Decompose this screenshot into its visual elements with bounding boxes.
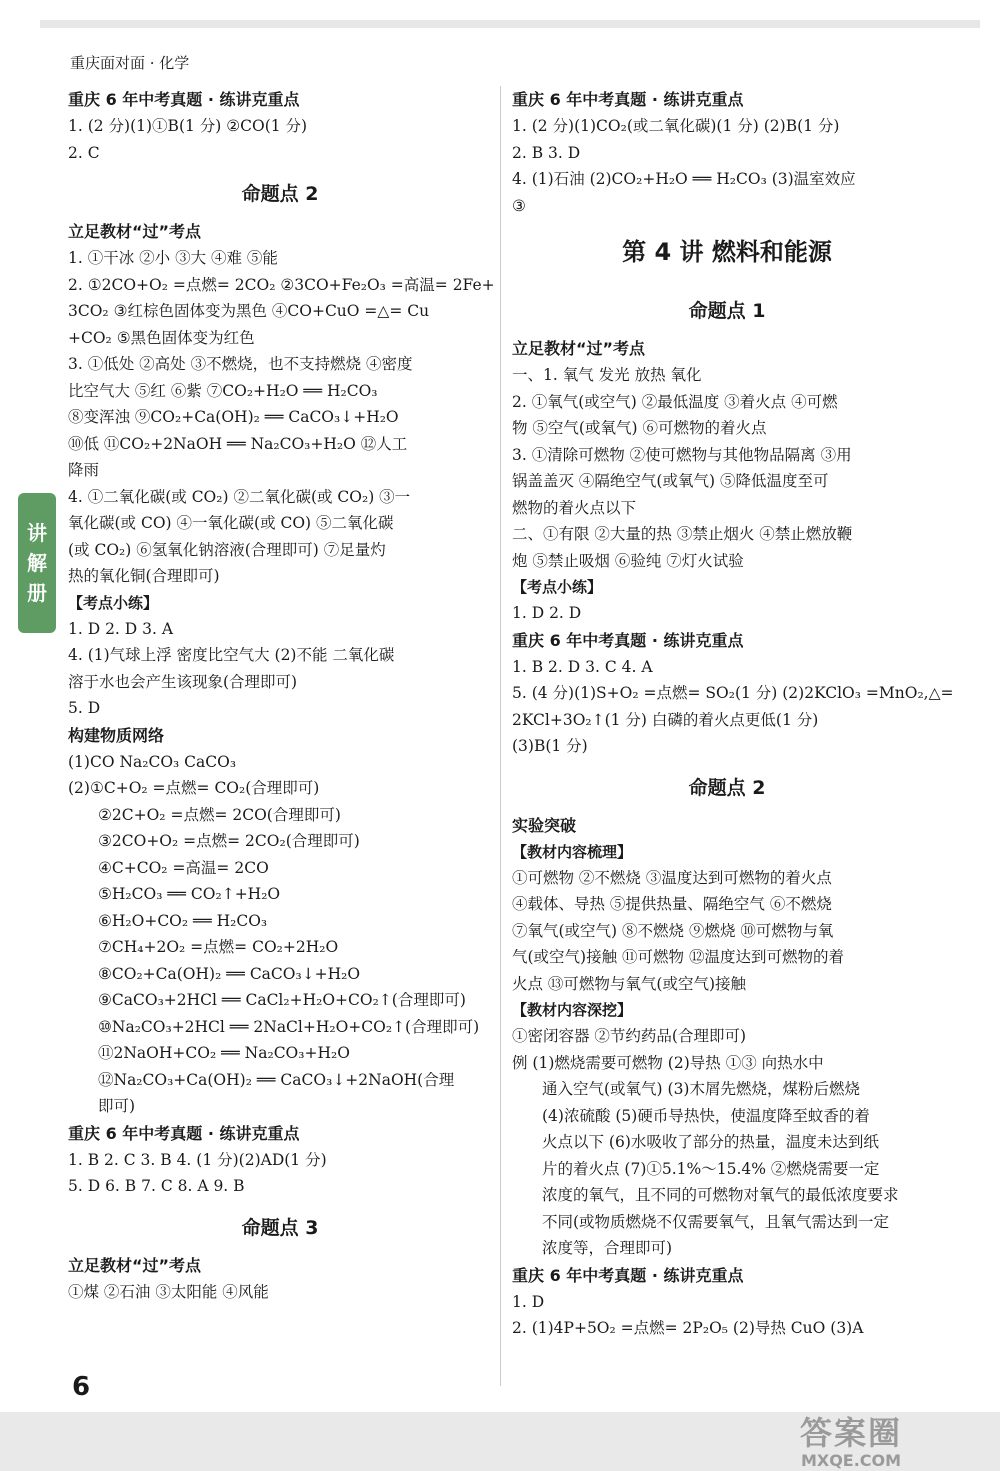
answer-line: 不同(或物质燃烧不仅需要氧气，且氧气需达到一定 bbox=[542, 1212, 890, 1231]
answer-line: 2KCl+3O₂↑(1 分) 白磷的着火点更低(1 分) bbox=[512, 710, 819, 729]
section-heading: 构建物质网络 bbox=[68, 725, 165, 745]
section-heading: 实验突破 bbox=[512, 815, 577, 835]
answer-line: 5. D 6. B 7. C 8. A 9. B bbox=[68, 1177, 245, 1195]
answer-line: 1. D 2. D 3. A bbox=[68, 619, 174, 638]
answer-line: 即可) bbox=[98, 1097, 136, 1115]
side-tab-char: 讲 bbox=[27, 521, 47, 545]
answer-line: 炮 ⑤禁止吸烟 ⑥验纯 ⑦灯火试验 bbox=[512, 551, 744, 570]
answer-line: ⑩Na₂CO₃+2HCl ══ 2NaCl+H₂O+CO₂↑(合理即可) bbox=[98, 1017, 480, 1036]
answer-line: 火点 ⑬可燃物与氧气(或空气)接触 bbox=[512, 974, 747, 993]
answer-line: ⑪2NaOH+CO₂ ══ Na₂CO₃+H₂O bbox=[98, 1044, 350, 1062]
answer-line: 1. (2 分)(1)①B(1 分) ②CO(1 分) bbox=[68, 117, 308, 135]
answer-line: ⑦氧气(或空气) ⑧不燃烧 ⑨燃烧 ⑩可燃物与氧 bbox=[512, 921, 834, 940]
watermark-cn: 答案圈 bbox=[800, 1414, 903, 1452]
answer-line: 1. (2 分)(1)CO₂(或二氧化碳)(1 分) (2)B(1 分) bbox=[512, 117, 840, 135]
answer-line: ①煤 ②石油 ③太阳能 ④风能 bbox=[68, 1282, 269, 1301]
answer-line: +CO₂ ⑤黑色固体变为红色 bbox=[68, 328, 255, 347]
answer-line: 2. ①氧气(或空气) ②最低温度 ③着火点 ④可燃 bbox=[512, 392, 838, 411]
answer-line: ⑨CaCO₃+2HCl ══ CaCl₂+H₂O+CO₂↑(合理即可) bbox=[98, 991, 466, 1009]
topic-heading: 命题点 2 bbox=[688, 776, 766, 799]
answer-line: 一、1. 氧气 发光 放热 氧化 bbox=[512, 366, 702, 384]
answer-line: 燃物的着火点以下 bbox=[512, 498, 637, 517]
section-heading: 立足教材“过”考点 bbox=[68, 222, 202, 241]
answer-line: 热的氧化铜(合理即可) bbox=[68, 567, 220, 585]
answer-line: ②2C+O₂ =点燃= 2CO(合理即可) bbox=[98, 805, 341, 824]
answer-line: 1. B 2. C 3. B 4. (1 分)(2)AD(1 分) bbox=[68, 1150, 327, 1169]
section-heading: 立足教材“过”考点 bbox=[68, 1255, 202, 1275]
answer-line: 5. D bbox=[68, 699, 101, 717]
answer-line: ①密闭容器 ②节约药品(合理即可) bbox=[512, 1027, 747, 1045]
side-tab bbox=[18, 493, 56, 633]
answer-line: 浓度等，合理即可) bbox=[542, 1239, 673, 1257]
side-tab-char: 册 bbox=[27, 581, 47, 605]
answer-line: ⑧变浑浊 ⑨CO₂+Ca(OH)₂ ══ CaCO₃↓+H₂O bbox=[68, 408, 399, 426]
side-tab-char: 解 bbox=[27, 551, 47, 575]
answer-line: 物 ⑤空气(或氧气) ⑥可燃物的着火点 bbox=[512, 419, 767, 437]
answer-line: ⑧CO₂+Ca(OH)₂ ══ CaCO₃↓+H₂O bbox=[98, 964, 361, 983]
answer-line: 4. (1)气球上浮 密度比空气大 (2)不能 二氧化碳 bbox=[68, 646, 395, 664]
answer-line: 比空气大 ⑤红 ⑥紫 ⑦CO₂+H₂O ══ H₂CO₃ bbox=[68, 381, 378, 400]
answer-line: 1. D bbox=[512, 1292, 545, 1311]
answer-line: (3)B(1 分) bbox=[512, 737, 588, 755]
bracket-label: 【考点小练】 bbox=[68, 593, 159, 612]
answer-line: 3CO₂ ③红棕色固体变为黑色 ④CO+CuO =△= Cu bbox=[68, 302, 430, 320]
answer-line: ③2CO+O₂ =点燃= 2CO₂(合理即可) bbox=[98, 832, 360, 850]
answer-line: 锅盖盖灭 ④隔绝空气(或氧气) ⑤降低温度至可 bbox=[512, 472, 829, 490]
page-header: 重庆面对面 · 化学 bbox=[70, 54, 190, 72]
answer-line: ⑥H₂O+CO₂ ══ H₂CO₃ bbox=[98, 911, 268, 930]
answer-line: ③ bbox=[512, 196, 526, 215]
answer-line: 二、①有限 ②大量的热 ③禁止烟火 ④禁止燃放鞭 bbox=[512, 525, 853, 543]
topic-heading: 命题点 2 bbox=[241, 183, 319, 205]
answer-line: 2. (1)4P+5O₂ =点燃= 2P₂O₅ (2)导热 CuO (3)A bbox=[512, 1319, 864, 1337]
answer-line: 例 (1)燃烧需要可燃物 (2)导热 ①③ 向热水中 bbox=[512, 1053, 824, 1072]
answer-line: 浓度的氧气，且不同的可燃物对氧气的最低浓度要求 bbox=[542, 1186, 899, 1204]
top-scan-band bbox=[40, 20, 980, 28]
answer-line: ⑩低 ⑪CO₂+2NaOH ══ Na₂CO₃+H₂O ⑫人工 bbox=[68, 434, 408, 453]
answer-line: 5. (4 分)(1)S+O₂ =点燃= SO₂(1 分) (2)2KClO₃ =MnO₂,△= bbox=[512, 684, 954, 702]
answer-line: 2. ①2CO+O₂ =点燃= 2CO₂ ②3CO+Fe₂O₃ =高温= 2Fe+ bbox=[68, 275, 495, 294]
section-heading: 重庆 6 年中考真题 · 练讲克重点 bbox=[512, 630, 744, 650]
bracket-label: 【教材内容梳理】 bbox=[512, 842, 633, 861]
chapter-title: 第 4 讲 燃料和能源 bbox=[622, 238, 832, 266]
left-column bbox=[68, 86, 495, 1305]
answer-line: 1. B 2. D 3. C 4. A bbox=[512, 657, 653, 676]
answer-line: ⑫Na₂CO₃+Ca(OH)₂ ══ CaCO₃↓+2NaOH(合理 bbox=[98, 1070, 455, 1089]
answer-line: ①可燃物 ②不燃烧 ③温度达到可燃物的着火点 bbox=[512, 868, 832, 887]
section-heading: 重庆 6 年中考真题 · 练讲克重点 bbox=[512, 1265, 744, 1285]
answer-line: ⑤H₂CO₃ ══ CO₂↑+H₂O bbox=[98, 885, 281, 903]
answer-line: 2. C bbox=[68, 143, 100, 162]
answer-line: ④C+CO₂ =高温= 2CO bbox=[98, 858, 269, 877]
topic-heading: 命题点 3 bbox=[241, 1216, 319, 1239]
answer-line: 溶于水也会产生该现象(合理即可) bbox=[68, 672, 298, 691]
answer-line: 3. ①低处 ②高处 ③不燃烧，也不支持燃烧 ④密度 bbox=[68, 355, 413, 373]
answer-line: (2)①C+O₂ =点燃= CO₂(合理即可) bbox=[68, 779, 320, 797]
answer-line: 氧化碳(或 CO) ④一氧化碳(或 CO) ⑤二氧化碳 bbox=[68, 514, 394, 532]
answer-line: 2. B 3. D bbox=[512, 143, 581, 162]
answer-line: 通入空气(或氧气) (3)木屑先燃烧，煤粉后燃烧 bbox=[542, 1080, 860, 1098]
watermark-en: MXQE.COM bbox=[800, 1451, 902, 1470]
answer-line: 气(或空气)接触 ⑪可燃物 ⑫温度达到可燃物的着 bbox=[512, 948, 844, 966]
section-heading: 重庆 6 年中考真题 · 练讲克重点 bbox=[68, 90, 300, 109]
answer-line: 4. (1)石油 (2)CO₂+H₂O ══ H₂CO₃ (3)温室效应 bbox=[512, 170, 856, 188]
answer-line: 火点以下 (6)水吸收了部分的热量，温度未达到纸 bbox=[542, 1133, 879, 1151]
answer-line: (或 CO₂) ⑥氢氧化钠溶液(合理即可) ⑦足量灼 bbox=[68, 540, 386, 559]
section-heading: 立足教材“过”考点 bbox=[512, 339, 646, 358]
section-heading: 重庆 6 年中考真题 · 练讲克重点 bbox=[68, 1123, 300, 1143]
right-column bbox=[512, 86, 954, 1342]
page-number: 6 bbox=[72, 1372, 91, 1402]
answer-line: 1. D 2. D bbox=[512, 604, 582, 622]
answer-line: 片的着火点 (7)①5.1%～15.4% ②燃烧需要一定 bbox=[542, 1159, 880, 1178]
column-divider bbox=[500, 86, 501, 1386]
topic-heading: 命题点 1 bbox=[688, 300, 766, 322]
bracket-label: 【考点小练】 bbox=[512, 578, 603, 596]
answer-line: ⑦CH₄+2O₂ =点燃= CO₂+2H₂O bbox=[98, 938, 339, 956]
answer-line: 3. ①清除可燃物 ②使可燃物与其他物品隔离 ③用 bbox=[512, 445, 852, 464]
section-heading: 重庆 6 年中考真题 · 练讲克重点 bbox=[512, 90, 744, 109]
bracket-label: 【教材内容深挖】 bbox=[512, 1001, 633, 1019]
answer-line: (1)CO Na₂CO₃ CaCO₃ bbox=[68, 752, 237, 771]
answer-line: 降雨 bbox=[68, 461, 100, 479]
answer-line: ④载体、导热 ⑤提供热量、隔绝空气 ⑥不燃烧 bbox=[512, 895, 832, 913]
watermark-logo bbox=[800, 1415, 902, 1471]
answer-line: 4. ①二氧化碳(或 CO₂) ②二氧化碳(或 CO₂) ③一 bbox=[68, 487, 411, 506]
answer-line: 1. ①干冰 ②小 ③大 ④难 ⑤能 bbox=[68, 249, 278, 267]
answer-line: (4)浓硫酸 (5)硬币导热快，使温度降至蚊香的着 bbox=[542, 1106, 870, 1125]
